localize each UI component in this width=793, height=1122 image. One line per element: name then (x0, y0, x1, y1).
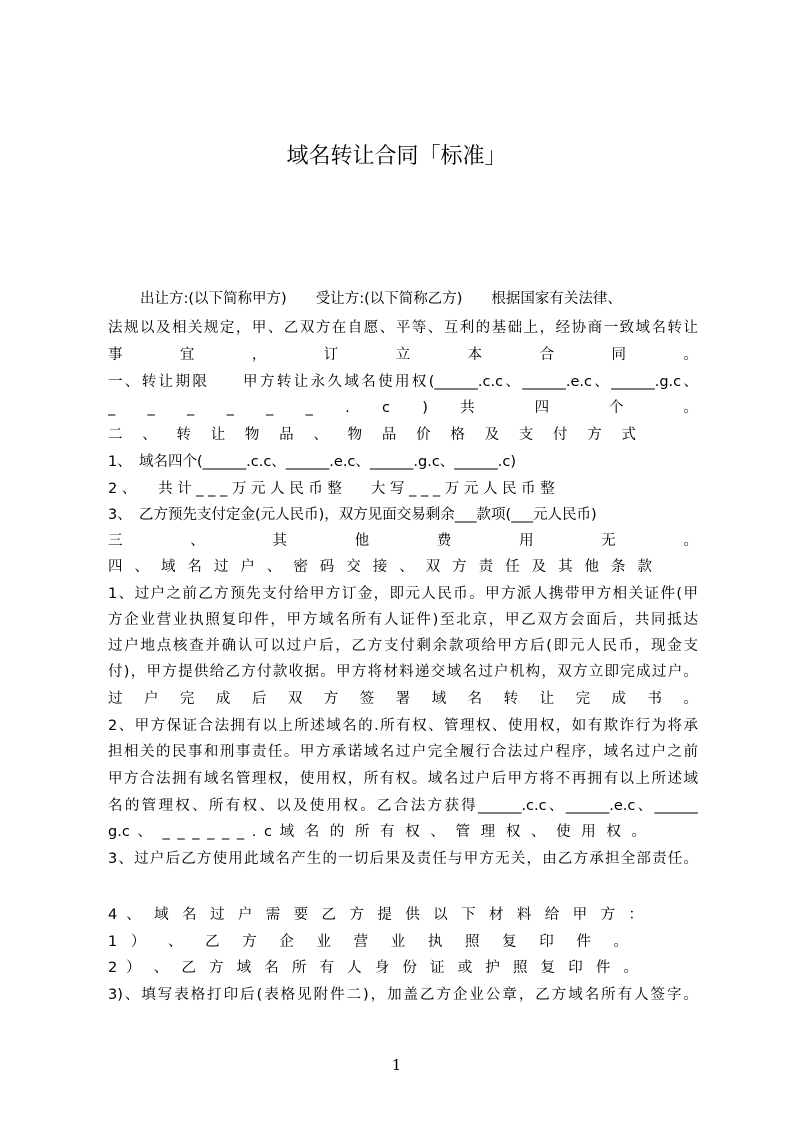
paragraph-line: 事 宜 ， 订 立 本 合 同 。 (108, 347, 698, 363)
paragraph-line: 付)，甲方提供给乙方付款收据。甲方将材料递交域名过户机构，双方立即完成过户。 (108, 664, 698, 680)
list-item: 1 ） 、 乙 方 企 业 营 业 执 照 复 印 件 。 (108, 934, 628, 950)
section-heading-items: 二 、 转 让 物 品 、 物 品 价 格 及 支 付 方 式 (108, 427, 636, 443)
list-item: 3、 乙方预先支付定金(元人民币)，双方见面交易剩余___款项(___元人民币) (108, 507, 597, 523)
list-item: 1、 域名四个(______.c.c、______.e.c、______.g.c、______.c) (108, 454, 517, 470)
document-title: 域名转让合同「标准」 (286, 144, 507, 169)
paragraph-line: 名的管理权、所有权、以及使用权。乙合法方获得______.c.c、______.e.c、______ (108, 798, 698, 814)
paragraph-line: 法规以及相关规定，甲、乙双方在自愿、平等、互利的基础上，经协商一致域名转让 (108, 320, 698, 336)
list-item: 2 ） 、 乙 方 域 名 所 有 人 身 份 证 或 护 照 复 印 件 。 (108, 960, 638, 976)
paragraph-line: g.c 、 _ _ _ _ _ _ . c 域 名 的 所 有 权 、 管 理 权 、 使 用 权 。 (108, 824, 646, 840)
paragraph-line: 甲方合法拥有域名管理权，使用权，所有权。域名过户后甲方将不再拥有以上所述域 (108, 771, 698, 787)
list-item: 3)、填写表格打印后(表格见附件二)，加盖乙方企业公章，乙方域名所有人签字。 (108, 987, 698, 1003)
paragraph-line: 方企业营业执照复印件，甲方域名所有人证件)至北京，甲乙双方会面后，共同抵达 (108, 612, 698, 628)
section-heading-other-fees: 三 、 其 他 费 用 无 。 (108, 533, 698, 549)
paragraph-line: 2、甲方保证合法拥有以上所述域名的.所有权、管理权、使用权，如有欺诈行为将承 (108, 718, 698, 734)
page-number: 1 (391, 1056, 402, 1074)
paragraph-line: 担相关的民事和刑事责任。甲方承诺域名过户完全履行合法过户程序，域名过户之前 (108, 744, 698, 760)
paragraph-line: 过 户 完 成 后 双 方 签 署 域 名 转 让 完 成 书 。 (108, 691, 698, 707)
list-item: 2 、 共 计 _ _ _ 万 元 人 民 币 整 大 写 _ _ _ 万 元 人 民 币 整 (108, 481, 555, 497)
section-heading-materials: 4 、 域 名 过 户 需 要 乙 方 提 供 以 下 材 料 给 甲 方 ： (108, 907, 643, 923)
paragraph-line-parties: 出让方:(以下简称甲方) 受让方:(以下简称乙方) 根据国家有关法律、 (140, 291, 622, 307)
paragraph-line: _ _ _ _ _ _ . c ) 共 四 个 。 (108, 400, 698, 416)
section-heading-transfer-terms: 四 、 域 名 过 户 、 密 码 交 接 、 双 方 责 任 及 其 他 条 款 (108, 559, 652, 575)
paragraph-line: 过户地点核查并确认可以过户后，乙方支付剩余款项给甲方后(即元人民币，现金支 (108, 638, 698, 654)
paragraph-line: 3、过户后乙方使用此域名产生的一切后果及责任与甲方无关，由乙方承担全部责任。 (108, 851, 698, 867)
section-heading-transfer-period: 一、转让期限 甲方转让永久域名使用权(______.c.c、______.e.c、______.g.c、 (108, 374, 698, 390)
paragraph-line: 1、过户之前乙方预先支付给甲方订金，即元人民币。甲方派人携带甲方相关证件(甲 (108, 586, 698, 602)
